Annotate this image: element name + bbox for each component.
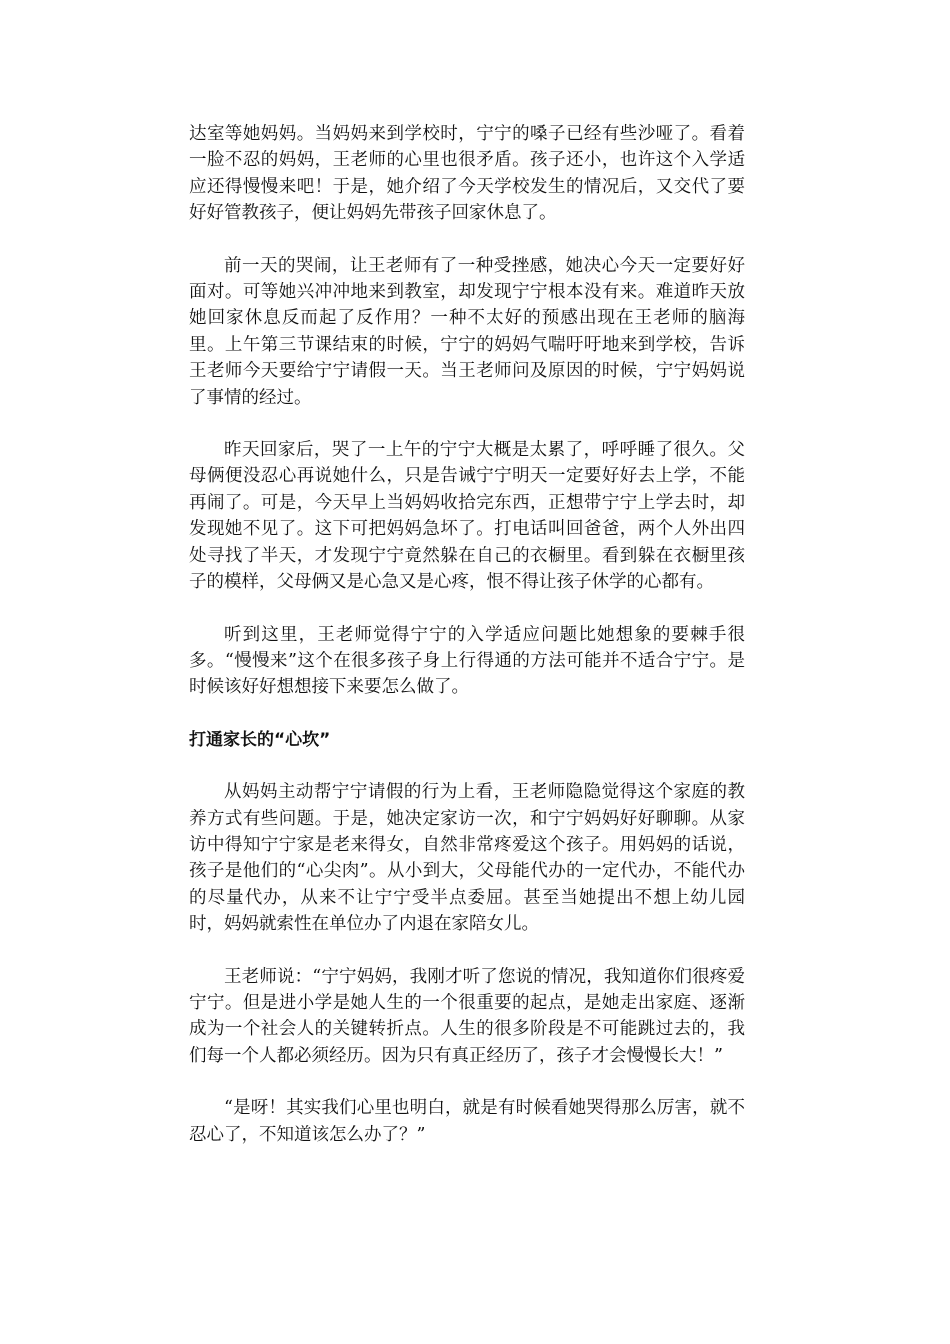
- paragraph-3: 昨天回家后，哭了一上午的宁宁大概是太累了，呼呼睡了很久。父母俩便没忍心再说她什么，只是告诫宁宁明天一定要好好去上学，不能再闹了。可是，今天早上当妈妈收拾完东西，正想带宁宁上学去时，却发现她不见了。这下可把妈妈急坏了。打电话叫回爸爸，两个人外出四处寻找了半天，才发现宁宁竟然躲在自己的衣橱里。看到躲在衣橱里孩子的模样，父母俩又是心急又是心疼，恨不得让孩子休学的心都有。: [189, 440, 745, 593]
- paragraph-4: 听到这里，王老师觉得宁宁的入学适应问题比她想象的要棘手很多。“慢慢来”这个在很多孩子身上行得通的方法可能并不适合宁宁。是时候该好好想想接下来要怎么做了。: [189, 624, 745, 698]
- document-page: [189, 121, 745, 1174]
- paragraph-2: 前一天的哭闹，让王老师有了一种受挫感，她决心今天一定要好好面对。可等她兴冲冲地来到教室，却发现宁宁根本没有来。难道昨天放她回家休息反而起了反作用？一种不太好的预感出现在王老师的脑海里。上午第三节课结束的时候，宁宁的妈妈气喘吁吁地来到学校，告诉王老师今天要给宁宁请假一天。当王老师问及原因的时候，宁宁妈妈说了事情的经过。: [189, 255, 745, 408]
- paragraph-7: “是呀！其实我们心里也明白，就是有时候看她哭得那么厉害，就不忍心了，不知道该怎么办了？”: [189, 1098, 745, 1145]
- paragraph-5: 从妈妈主动帮宁宁请假的行为上看，王老师隐隐觉得这个家庭的教养方式有些问题。于是，她决定家访一次，和宁宁妈妈好好聊聊。从家访中得知宁宁家是老来得女，自然非常疼爱这个孩子。用妈妈的话说，孩子是他们的“心尖肉”。从小到大，父母能代办的一定代办，不能代办的尽量代办，从来不让宁宁受半点委屈。甚至当她提出不想上幼儿园时，妈妈就索性在单位办了内退在家陪女儿。: [189, 782, 745, 935]
- paragraph-1: 达室等她妈妈。当妈妈来到学校时，宁宁的嗓子已经有些沙哑了。看着一脸不忍的妈妈，王老师的心里也很矛盾。孩子还小，也许这个入学适应还得慢慢来吧！于是，她介绍了今天学校发生的情况后，又交代了要好好管教孩子，便让妈妈先带孩子回家休息了。: [189, 124, 745, 224]
- section-heading: 打通家长的“心坎”: [189, 729, 331, 750]
- paragraph-6: 王老师说：“宁宁妈妈，我刚才听了您说的情况，我知道你们很疼爱宁宁。但是进小学是她人生的一个很重要的起点，是她走出家庭、逐渐成为一个社会人的关键转折点。人生的很多阶段是不可能跳过去的，我们每一个人都必须经历。因为只有真正经历了，孩子才会慢慢长大！”: [189, 966, 745, 1066]
